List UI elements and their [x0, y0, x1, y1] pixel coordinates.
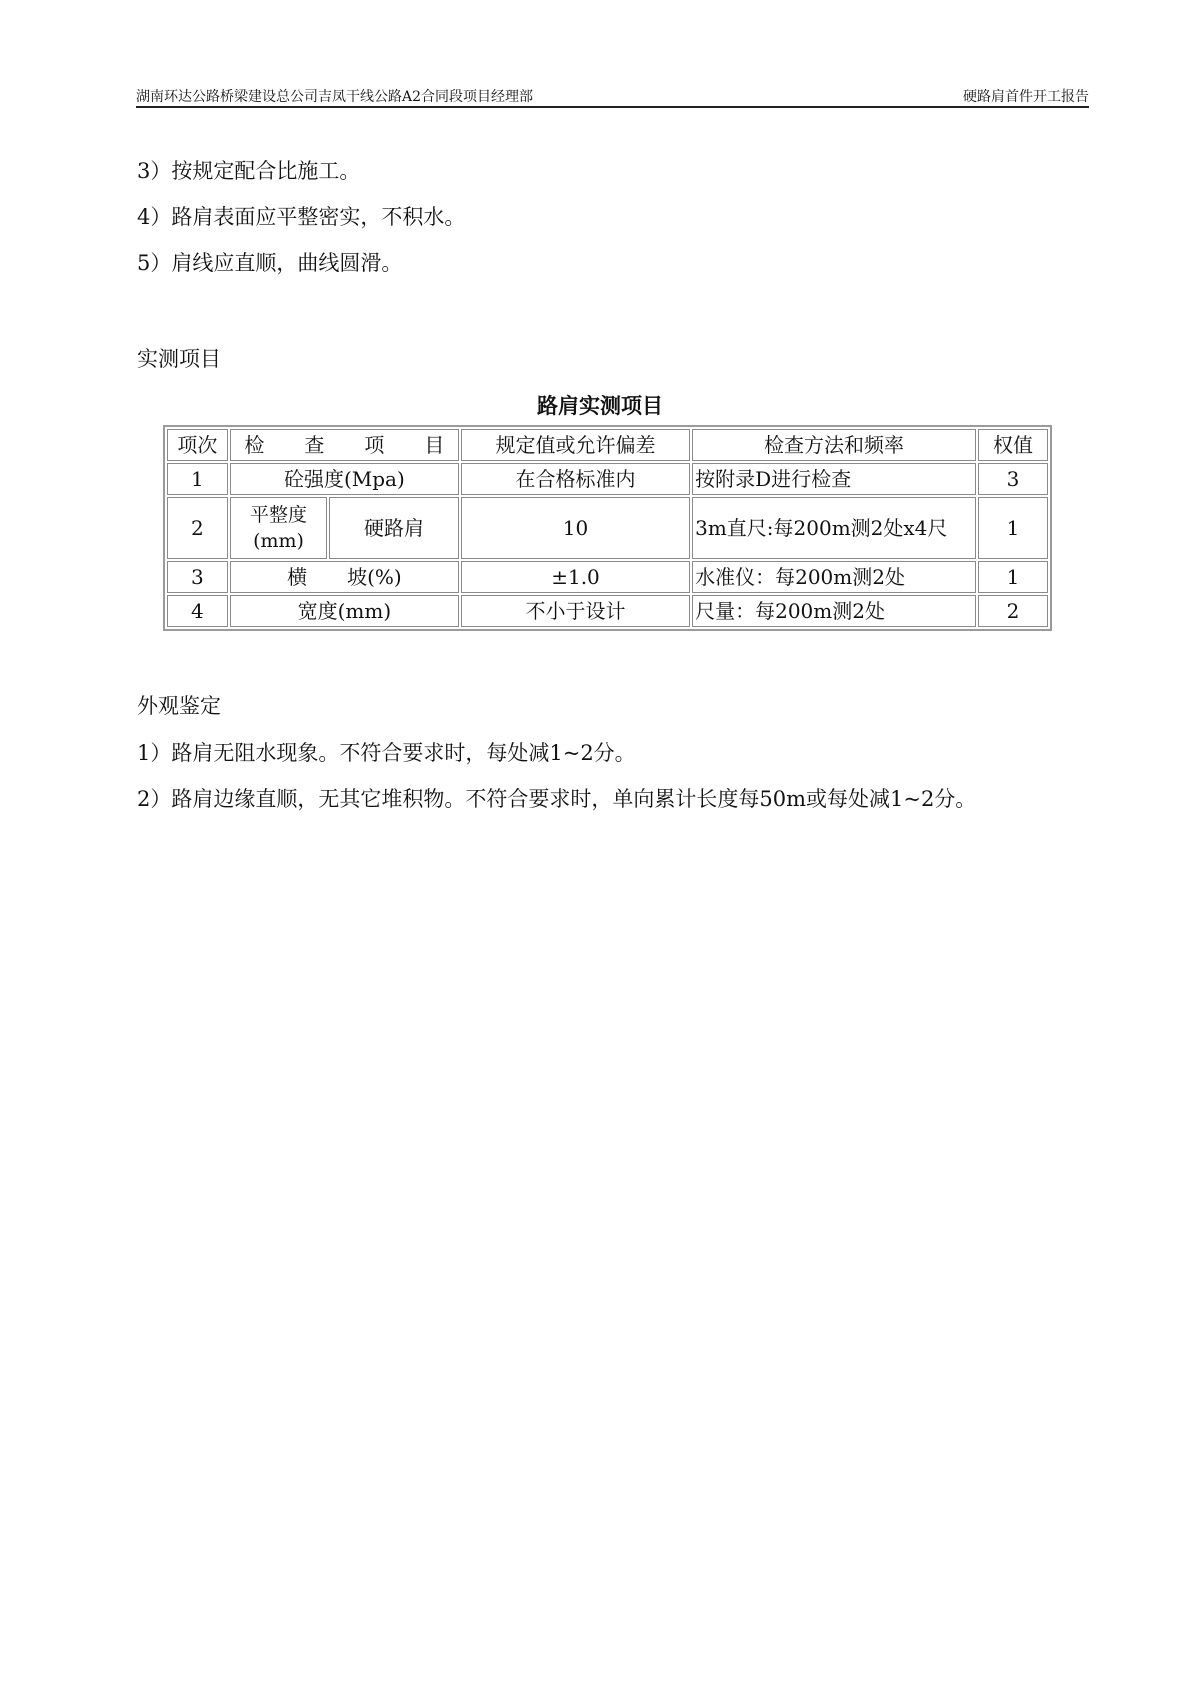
header-value: 规定值或允许偏差	[461, 429, 690, 461]
measured-items-table	[163, 425, 1052, 631]
appearance-1: 1）路肩无阻水现象。不符合要求时，每处减1~2分。	[137, 741, 636, 765]
table-row	[167, 595, 1048, 627]
cell-no: 4	[167, 595, 228, 627]
header-organization: 湖南环达公路桥梁建设总公司吉凤干线公路A2合同段项目经理部	[136, 89, 534, 105]
cell-weight: 3	[978, 463, 1048, 495]
cell-value: 10	[461, 497, 690, 559]
cell-item: 横 坡(%)	[230, 561, 459, 593]
cell-no: 2	[167, 497, 228, 559]
requirement-3: 3）按规定配合比施工。	[137, 159, 361, 183]
header-weight: 权值	[978, 429, 1048, 461]
cell-method: 3m直尺:每200m测2处x4尺	[692, 497, 976, 559]
cell-weight: 1	[978, 497, 1048, 559]
header-no: 项次	[167, 429, 228, 461]
cell-method: 尺量：每200m测2处	[692, 595, 976, 627]
requirement-4: 4）路肩表面应平整密实，不积水。	[137, 205, 466, 229]
table-row	[167, 561, 1048, 593]
cell-method: 按附录D进行检查	[692, 463, 976, 495]
cell-value: 在合格标准内	[461, 463, 690, 495]
table-caption: 路肩实测项目	[537, 394, 663, 418]
cell-weight: 2	[978, 595, 1048, 627]
header-report-title: 硬路肩首件开工报告	[963, 89, 1089, 105]
section-heading-measured: 实测项目	[137, 347, 221, 371]
page-header	[136, 80, 1089, 108]
cell-item: 平整度(mm)	[230, 497, 327, 559]
cell-method: 水准仪：每200m测2处	[692, 561, 976, 593]
cell-no: 1	[167, 463, 228, 495]
cell-value: ±1.0	[461, 561, 690, 593]
table-row	[167, 463, 1048, 495]
cell-value: 不小于设计	[461, 595, 690, 627]
cell-weight: 1	[978, 561, 1048, 593]
header-method: 检查方法和频率	[692, 429, 976, 461]
cell-subitem: 硬路肩	[329, 497, 459, 559]
section-heading-appearance: 外观鉴定	[137, 694, 221, 718]
cell-no: 3	[167, 561, 228, 593]
table-row	[167, 497, 1048, 559]
table-header-row	[167, 429, 1048, 461]
cell-item: 宽度(mm)	[230, 595, 459, 627]
appearance-2: 2）路肩边缘直顺，无其它堆积物。不符合要求时，单向累计长度每50m或每处减1~2分。	[137, 787, 977, 811]
cell-item: 砼强度(Mpa)	[230, 463, 459, 495]
requirement-5: 5）肩线应直顺，曲线圆滑。	[137, 251, 403, 275]
header-item: 检 查 项 目	[230, 429, 459, 461]
